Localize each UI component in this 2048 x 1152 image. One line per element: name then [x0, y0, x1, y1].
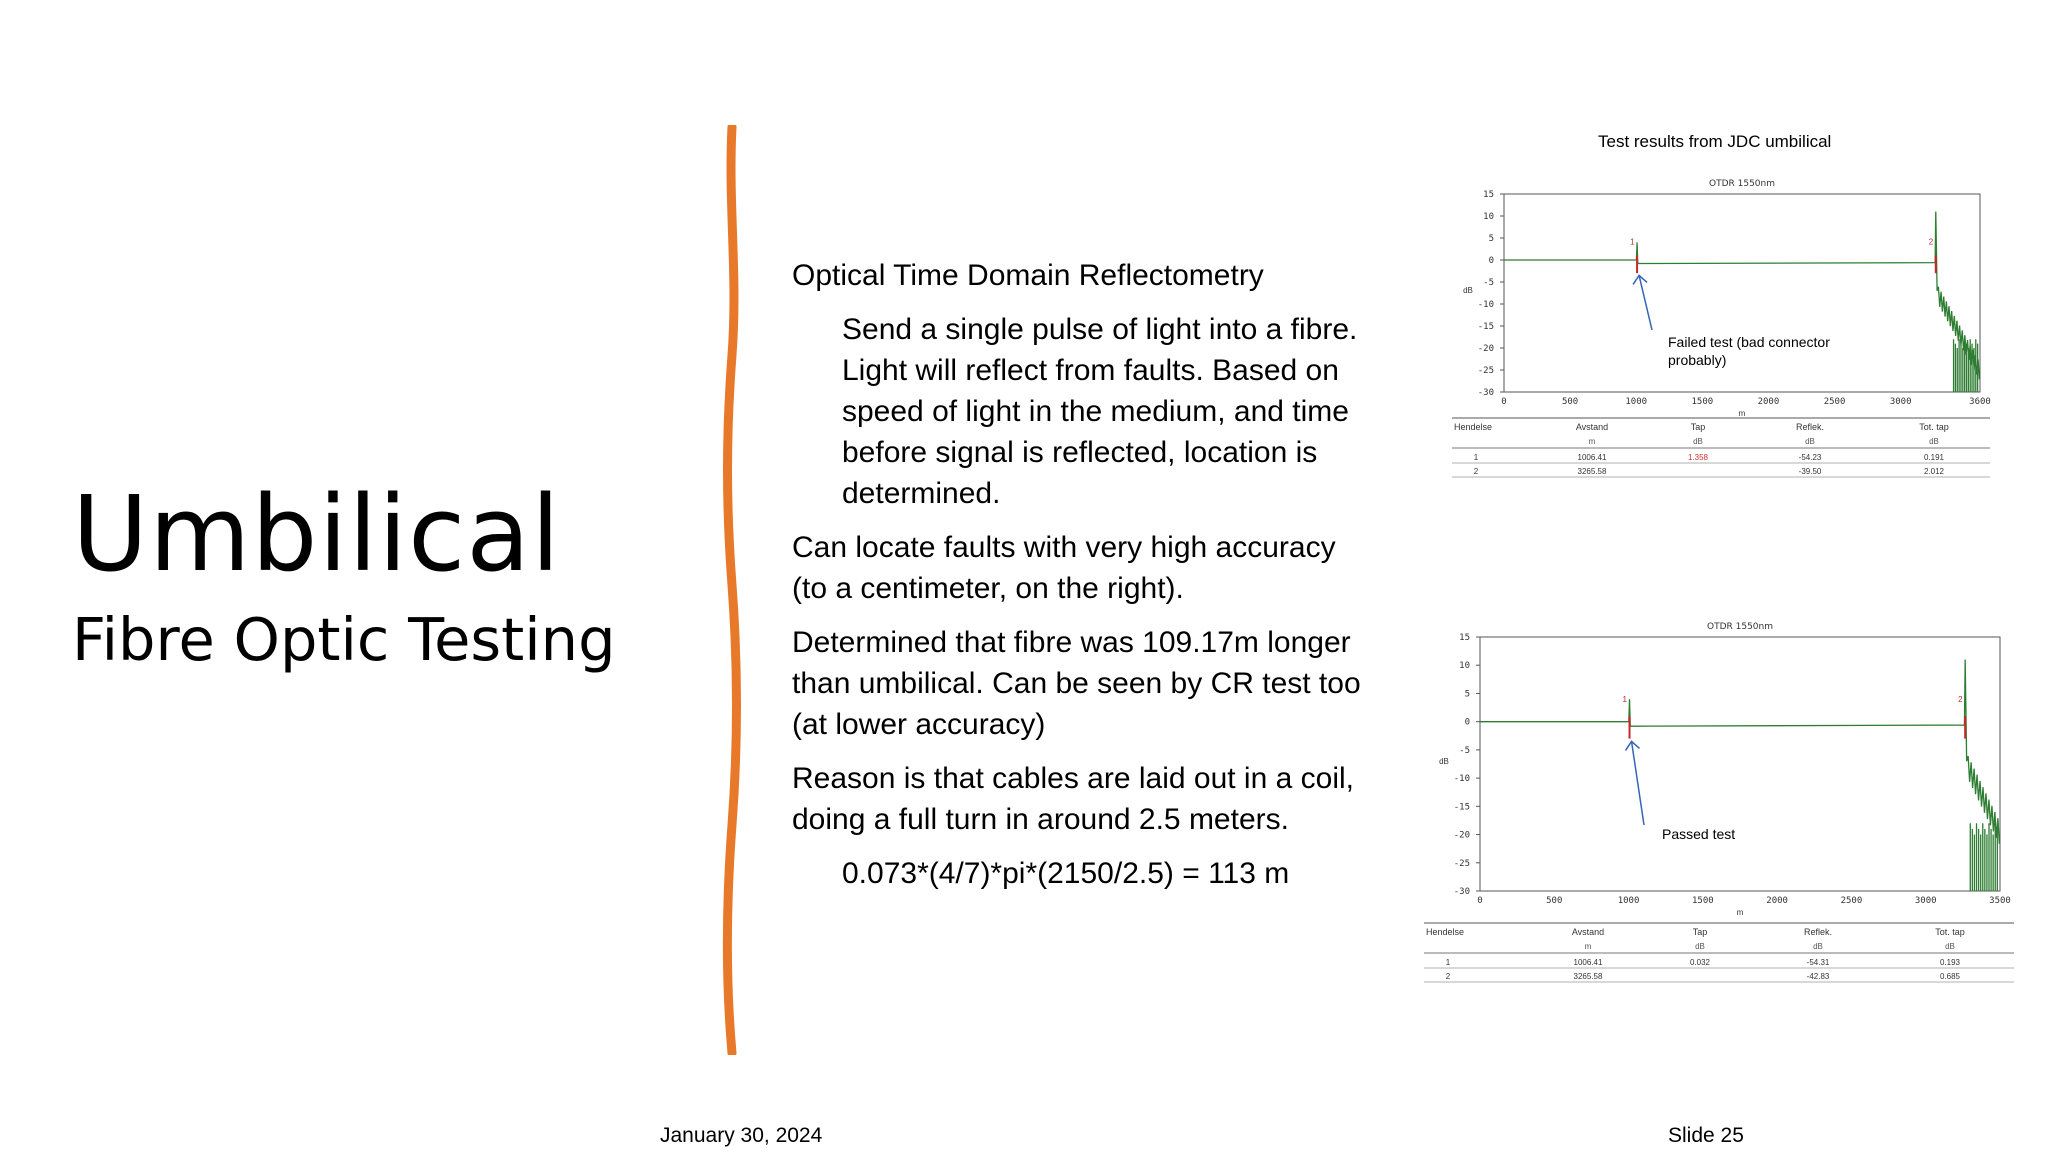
- x-tick-label: 1000: [1617, 896, 1640, 906]
- figure-caption: Test results from JDC umbilical: [1598, 132, 1832, 151]
- table-cell: 2: [1473, 467, 1479, 476]
- table-unit: m: [1588, 437, 1596, 446]
- x-tick-label: 3500: [1989, 896, 2011, 906]
- x-axis-label: m: [1738, 409, 1746, 418]
- y-tick-label: -25: [1477, 366, 1494, 376]
- y-tick-label: -5: [1483, 278, 1494, 288]
- y-tick-label: 0: [1464, 717, 1470, 728]
- table-unit: dB: [1945, 942, 1955, 951]
- table-cell: -42.83: [1806, 972, 1830, 981]
- table-cell: 3265.58: [1573, 972, 1603, 981]
- orange-divider: [720, 125, 750, 1055]
- slide-subtitle: Fibre Optic Testing: [72, 605, 616, 674]
- event-id: 2: [1928, 237, 1934, 247]
- y-tick-label: 5: [1488, 234, 1494, 244]
- y-tick-label: 10: [1483, 212, 1494, 222]
- table-unit: dB: [1929, 437, 1939, 446]
- annotation-arrow: [1632, 741, 1644, 825]
- footer-slide-number: Slide 25: [1668, 1124, 1744, 1147]
- chart-title: OTDR 1550nm: [1706, 622, 1774, 632]
- event-id: 1: [1630, 237, 1635, 247]
- table-unit: dB: [1695, 942, 1705, 951]
- bullet-length: Determined that fibre was 109.17m longer than umbilical. Can be seen by CR test too (at lower accuracy): [792, 626, 1361, 741]
- y-tick-label: 15: [1483, 190, 1494, 200]
- bullet-otdr: Optical Time Domain Reflectometry: [792, 259, 1264, 292]
- table-cell: 1.358: [1687, 453, 1709, 462]
- table-cell: 1006.41: [1577, 453, 1607, 462]
- table-header: Avstand: [1575, 422, 1609, 432]
- event-id: 2: [1958, 694, 1963, 704]
- y-axis-label: dB: [1439, 757, 1449, 766]
- x-tick-label: 2000: [1766, 896, 1788, 906]
- x-tick-label: 1500: [1691, 397, 1714, 407]
- table-header: Tot. tap: [1919, 422, 1949, 432]
- y-tick-label: 0: [1488, 256, 1494, 266]
- table-header: Avstand: [1571, 927, 1605, 937]
- y-tick-label: -10: [1453, 774, 1470, 785]
- table-cell: 2: [1445, 972, 1451, 981]
- table-header: Hendelse: [1454, 422, 1493, 432]
- table-cell: -39.50: [1798, 467, 1822, 476]
- y-tick-label: 5: [1464, 689, 1470, 700]
- table-header: Reflek.: [1803, 927, 1833, 937]
- table-unit: dB: [1813, 942, 1823, 951]
- x-tick-label: 2000: [1757, 397, 1780, 407]
- x-tick-label: 3000: [1889, 397, 1912, 407]
- y-tick-label: -20: [1477, 344, 1494, 354]
- x-tick-label: 0: [1477, 896, 1483, 906]
- table-cell: -54.23: [1798, 453, 1822, 462]
- x-tick-label: 1500: [1692, 896, 1714, 906]
- plot-frame: [1480, 637, 2000, 891]
- table-header: Tap: [1692, 927, 1708, 937]
- table-cell: 0.685: [1939, 972, 1961, 981]
- x-tick-label: 500: [1561, 397, 1579, 407]
- x-tick-label: 0: [1501, 397, 1507, 407]
- otdr-chart-failed: [1440, 170, 2000, 490]
- y-tick-label: -10: [1477, 300, 1494, 310]
- x-tick-label: 3600: [1969, 397, 1991, 407]
- y-tick-label: -15: [1453, 802, 1470, 813]
- x-tick-label: 2500: [1823, 397, 1846, 407]
- table-header: Reflek.: [1795, 422, 1825, 432]
- y-tick-label: -25: [1453, 858, 1470, 869]
- table-cell: -54.31: [1806, 958, 1830, 967]
- table-cell: 1006.41: [1573, 958, 1603, 967]
- table-cell: 2.012: [1923, 467, 1945, 476]
- bullet-otdr-detail: Send a single pulse of light into a fibre. Light will reflect from faults. Based on speed of light in the medium, and time before signal is reflected, location is determined.: [842, 313, 1358, 510]
- y-tick-label: -20: [1453, 830, 1470, 841]
- chart-title: OTDR 1550nm: [1708, 179, 1776, 189]
- y-axis-label: dB: [1463, 286, 1473, 295]
- y-tick-label: -15: [1477, 322, 1494, 332]
- table-cell: 1: [1473, 453, 1479, 462]
- annotation-passed: Passed test: [1662, 826, 1736, 842]
- y-tick-label: 10: [1459, 661, 1470, 672]
- bullet-accuracy: Can locate faults with very high accuracy (to a centimeter, on the right).: [792, 531, 1336, 605]
- table-header: Tot. tap: [1935, 927, 1965, 937]
- slide-title: Umbilical: [72, 473, 561, 595]
- table-unit: dB: [1805, 437, 1815, 446]
- table-header: Tap: [1690, 422, 1706, 432]
- y-tick-label: -30: [1453, 887, 1470, 897]
- otdr-chart-passed: [1418, 615, 2018, 1005]
- table-header: Hendelse: [1426, 927, 1465, 937]
- table-unit: m: [1584, 942, 1592, 951]
- bullet-formula: 0.073*(4/7)*pi*(2150/2.5) = 113 m: [842, 857, 1290, 890]
- event-id: 1: [1622, 694, 1627, 704]
- table-cell: 1: [1445, 958, 1451, 967]
- annotation-failed: Failed test (bad connector probably): [1668, 334, 1830, 368]
- table-cell: 0.193: [1939, 958, 1961, 967]
- table-cell: 0.032: [1689, 958, 1711, 967]
- y-tick-label: -5: [1459, 745, 1470, 756]
- y-tick-label: -30: [1477, 388, 1494, 398]
- x-tick-label: 1000: [1625, 397, 1648, 407]
- otdr-trace: [1480, 660, 1999, 891]
- table-cell: 3265.58: [1577, 467, 1607, 476]
- body-text: [792, 255, 1372, 907]
- x-axis-label: m: [1736, 908, 1744, 917]
- x-tick-label: 2500: [1840, 896, 1863, 906]
- x-tick-label: 3000: [1914, 896, 1937, 906]
- x-tick-label: 500: [1546, 896, 1563, 906]
- bullet-reason: Reason is that cables are laid out in a coil, doing a full turn in around 2.5 meters.: [792, 762, 1354, 836]
- table-unit: dB: [1693, 437, 1703, 446]
- table-cell: 0.191: [1923, 453, 1945, 462]
- y-tick-label: 15: [1459, 633, 1470, 643]
- footer-date: January 30, 2024: [660, 1124, 823, 1147]
- annotation-arrow: [1639, 275, 1652, 330]
